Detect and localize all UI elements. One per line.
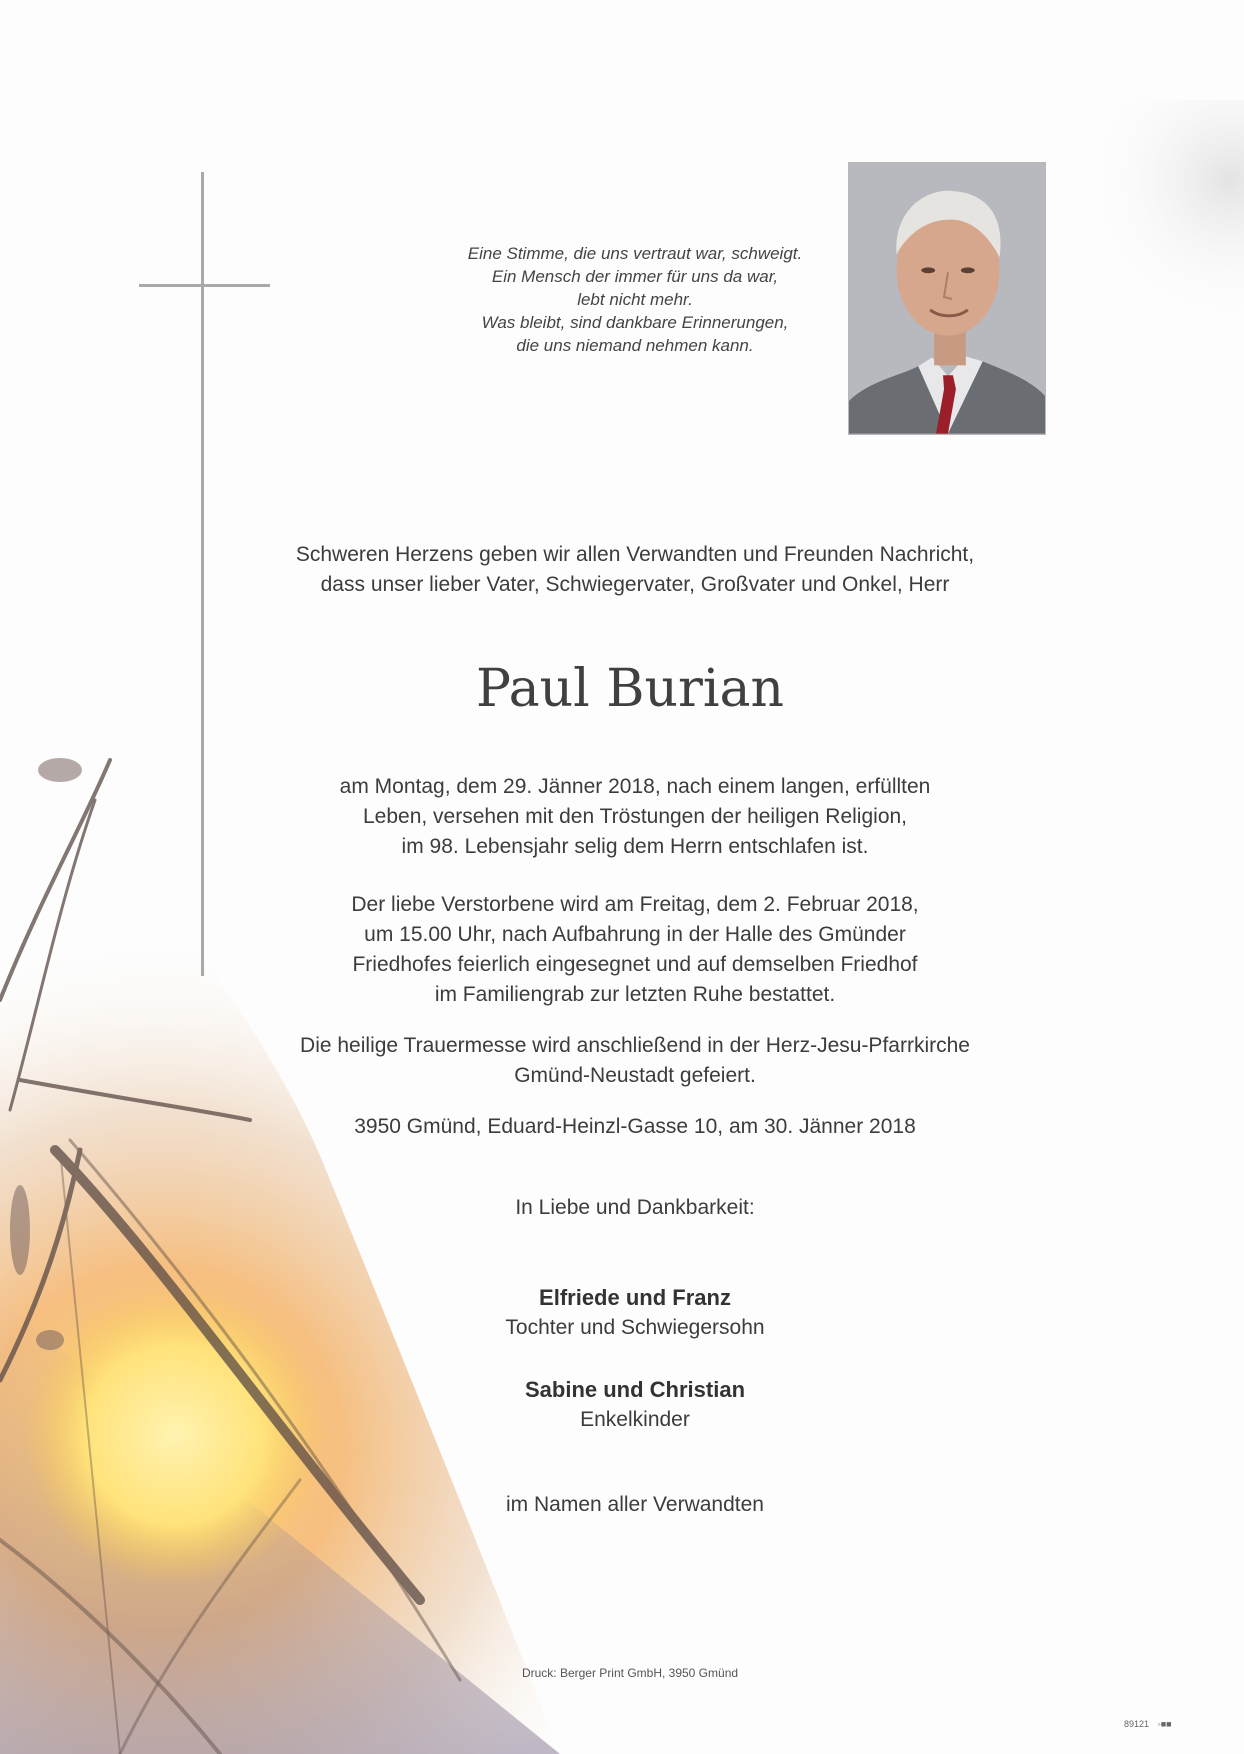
closing-line: In Liebe und Dankbarkeit: bbox=[515, 1196, 755, 1219]
poem-line: Was bleibt, sind dankbare Erinnerungen, bbox=[481, 313, 789, 332]
mourner-relation: Enkelkinder bbox=[580, 1408, 690, 1431]
printer-logo-icon: ◦■■ bbox=[1157, 1719, 1172, 1729]
announcement-line: Schweren Herzens geben wir allen Verwandten und Freunden Nachricht, bbox=[295, 543, 975, 566]
cross-vertical-bar bbox=[201, 172, 204, 976]
cross-horizontal-bar bbox=[139, 284, 270, 287]
memorial-poem bbox=[420, 242, 850, 357]
deceased-name: Paul Burian bbox=[476, 659, 784, 719]
on-behalf-line: im Namen aller Verwandten bbox=[506, 1493, 764, 1516]
poem-line: Eine Stimme, die uns vertraut war, schweigt. bbox=[467, 244, 803, 263]
mass-line: Gmünd-Neustadt gefeiert. bbox=[514, 1064, 756, 1087]
death-line: am Montag, dem 29. Jänner 2018, nach einem langen, erfüllten bbox=[339, 775, 931, 798]
funeral-line: im Familiengrab zur letzten Ruhe bestattet. bbox=[434, 983, 836, 1006]
funeral-line: Der liebe Verstorbene wird am Freitag, dem 2. Februar 2018, bbox=[351, 893, 919, 916]
funeral-text bbox=[230, 890, 1040, 1010]
mourner-names: Sabine und Christian bbox=[524, 1377, 746, 1402]
announcement-line: dass unser lieber Vater, Schwiegervater, Großvater und Onkel, Herr bbox=[320, 573, 950, 596]
poem-line: Ein Mensch der immer für uns da war, bbox=[491, 267, 779, 286]
death-line: Leben, versehen mit den Tröstungen der heiligen Religion, bbox=[362, 805, 908, 828]
poem-line: lebt nicht mehr. bbox=[577, 290, 693, 309]
funeral-line: um 15.00 Uhr, nach Aufbahrung in der Halle des Gmünder bbox=[364, 923, 906, 946]
mourner-group bbox=[230, 1375, 1040, 1435]
funeral-line: Friedhofes feierlich eingesegnet und auf demselben Friedhof bbox=[352, 953, 918, 976]
mourner-group bbox=[230, 1283, 1040, 1343]
announcement-text bbox=[230, 540, 1040, 600]
mass-text bbox=[230, 1031, 1040, 1091]
form-code-number: 89121 bbox=[1124, 1719, 1150, 1729]
poem-line: die uns niemand nehmen kann. bbox=[516, 336, 754, 355]
mourner-names: Elfriede und Franz bbox=[539, 1285, 731, 1310]
death-text bbox=[230, 772, 1040, 862]
printer-credit: Druck: Berger Print GmbH, 3950 Gmünd bbox=[521, 1666, 739, 1680]
mourner-relation: Tochter und Schwiegersohn bbox=[505, 1316, 765, 1339]
form-code bbox=[1124, 1719, 1172, 1729]
portrait-photo bbox=[848, 162, 1046, 435]
address-date: 3950 Gmünd, Eduard-Heinzl-Gasse 10, am 30. Jänner 2018 bbox=[354, 1115, 916, 1138]
mass-line: Die heilige Trauermesse wird anschließend in der Herz-Jesu-Pfarrkirche bbox=[300, 1034, 970, 1057]
death-line: im 98. Lebensjahr selig dem Herrn entschlafen ist. bbox=[401, 835, 869, 858]
